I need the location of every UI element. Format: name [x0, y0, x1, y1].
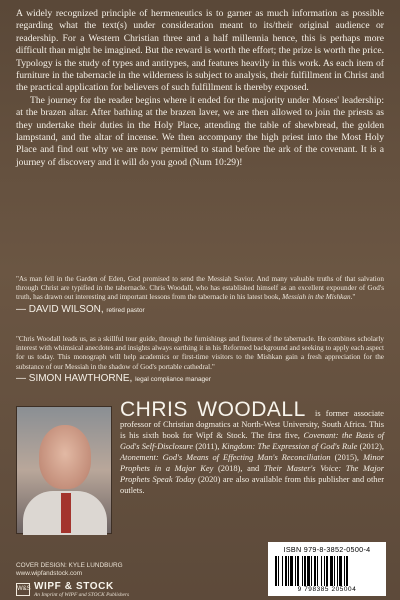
isbn-barcode	[268, 542, 386, 596]
endorser-attribution	[16, 305, 384, 315]
barcode-bar	[317, 556, 318, 586]
credits	[16, 562, 123, 578]
barcode-bar	[339, 556, 342, 586]
description-paragraph: A widely recognized principle of hermeneutics is to garner as much information as possible regarding what the text(s) under consideration meant to its/their original audience or readership. For a Western Christian three and a half millennia hence, this is perhaps more difficult than might be imagined. But the reward is worth the effort; the prize is worth the price. Typology is the study of types and antitypes, and features heavily in this work. As each item of furniture in the tabernacle in the wilderness is subject to analysis, their fulfillment in Christ and the practical application for believers of such fulfillment is thereby exposed.	[16, 8, 384, 94]
barcode-number: 9 798385 205004	[297, 586, 357, 593]
barcode-bar	[288, 556, 289, 586]
description-paragraph: The journey for the reader begins where it ended for the majority under Moses' leadership: at the brazen altar. After bathing at the brazen laver, we are then allowed to join the priests as they undertake their duties in the Holy Place, attending the table of shewbread, the golden lampstand, and the altar of incense. We then accompany the high priest into the Most Holy Place and find out why we are now permitted to stand before the ark of the covenant. It is a journey of discovery and it will do you good (Num 10:29)!	[16, 94, 384, 168]
publisher-name: WIPF & STOCK	[34, 581, 114, 592]
barcode-bar	[324, 556, 325, 586]
barcode-bar	[311, 556, 312, 586]
publisher-logo-icon: W&S	[16, 583, 30, 596]
barcode-bar	[314, 556, 316, 586]
barcode-bar	[334, 556, 335, 586]
publisher-logo	[16, 581, 129, 598]
endorser-attribution	[16, 374, 384, 384]
endorser-name: — SIMON HAWTHORNE,	[16, 372, 133, 384]
barcode-bar	[302, 556, 303, 586]
endorsement	[16, 275, 384, 315]
barcode-bar	[295, 556, 296, 586]
endorser-role: legal compliance manager	[135, 375, 211, 383]
author-photo	[16, 406, 112, 534]
endorsement-quote: "Chris Woodall leads us, as a skillful tour guide, through the furnishings and fixtures of the tabernacle. He combines scholarly interest with whimsical anecdotes and insights always earthing it in his Reformed background and seeking to apply each aspect for us today. This monograph will help academics or first-time visitors to the Mishkan gain a fresh appreciation for the substance of our Messiah in the shadow of God's portable cathedral."	[16, 335, 384, 371]
endorsement	[16, 335, 384, 384]
barcode-bar	[346, 556, 348, 586]
barcode-bar	[285, 556, 287, 586]
endorser-name: — DAVID WILSON,	[16, 303, 104, 315]
barcode-bar	[326, 556, 328, 586]
barcode-bar	[278, 556, 279, 586]
book-description	[16, 8, 384, 169]
publisher-website: www.wipfandstock.com	[16, 570, 83, 577]
publisher-subtitle: An Imprint of WIPF and STOCK Publishers	[34, 592, 130, 598]
barcode-bar	[337, 556, 338, 586]
endorser-role: retired pastor	[106, 306, 145, 314]
barcode-bar	[275, 556, 277, 586]
barcode-bar	[321, 556, 322, 586]
author-name: CHRIS WOODALL	[120, 398, 306, 421]
endorsement-quote: "As man fell in the Garden of Eden, God promised to send the Messiah Savior. And many valuable truths of that salvation through Christ are typified in the tabernacle. Chris Woodall, who has established himself as an excellent expounder of God's truth, has drawn out interesting and important lessons from the tabernacle in his latest book, Messiah in the Mishkan."	[16, 275, 384, 302]
barcode-bar	[330, 556, 333, 586]
barcode-bar	[297, 556, 299, 586]
barcode-bar	[344, 556, 345, 586]
author-bio: CHRIS WOODALL is former associate professor of Christian dogmatics at North-West University, South Africa. This is his sixth book for Wipf & Stock. The first five, Covenant: the Basis of God's Self-Disclosure (2011), Kingdom: The Expression of God's Rule (2012), Atonement: God's Means of Effecting Man's Reconciliation (2015), Minor Prophets in a Major Key (2018), and Their Master's Voice: The Major Prophets Speak Today (2020) are also available from this publisher and other outlets.	[120, 398, 385, 495]
cover-design-credit: COVER DESIGN: KYLE LUNDBURG	[16, 562, 123, 569]
barcode-bar	[307, 556, 310, 586]
barcode-bar	[304, 556, 306, 586]
isbn-label: ISBN 979-8-3852-0500-4	[283, 545, 371, 554]
barcode-bars	[273, 556, 381, 586]
barcode-bar	[290, 556, 293, 586]
barcode-bar	[282, 556, 283, 586]
